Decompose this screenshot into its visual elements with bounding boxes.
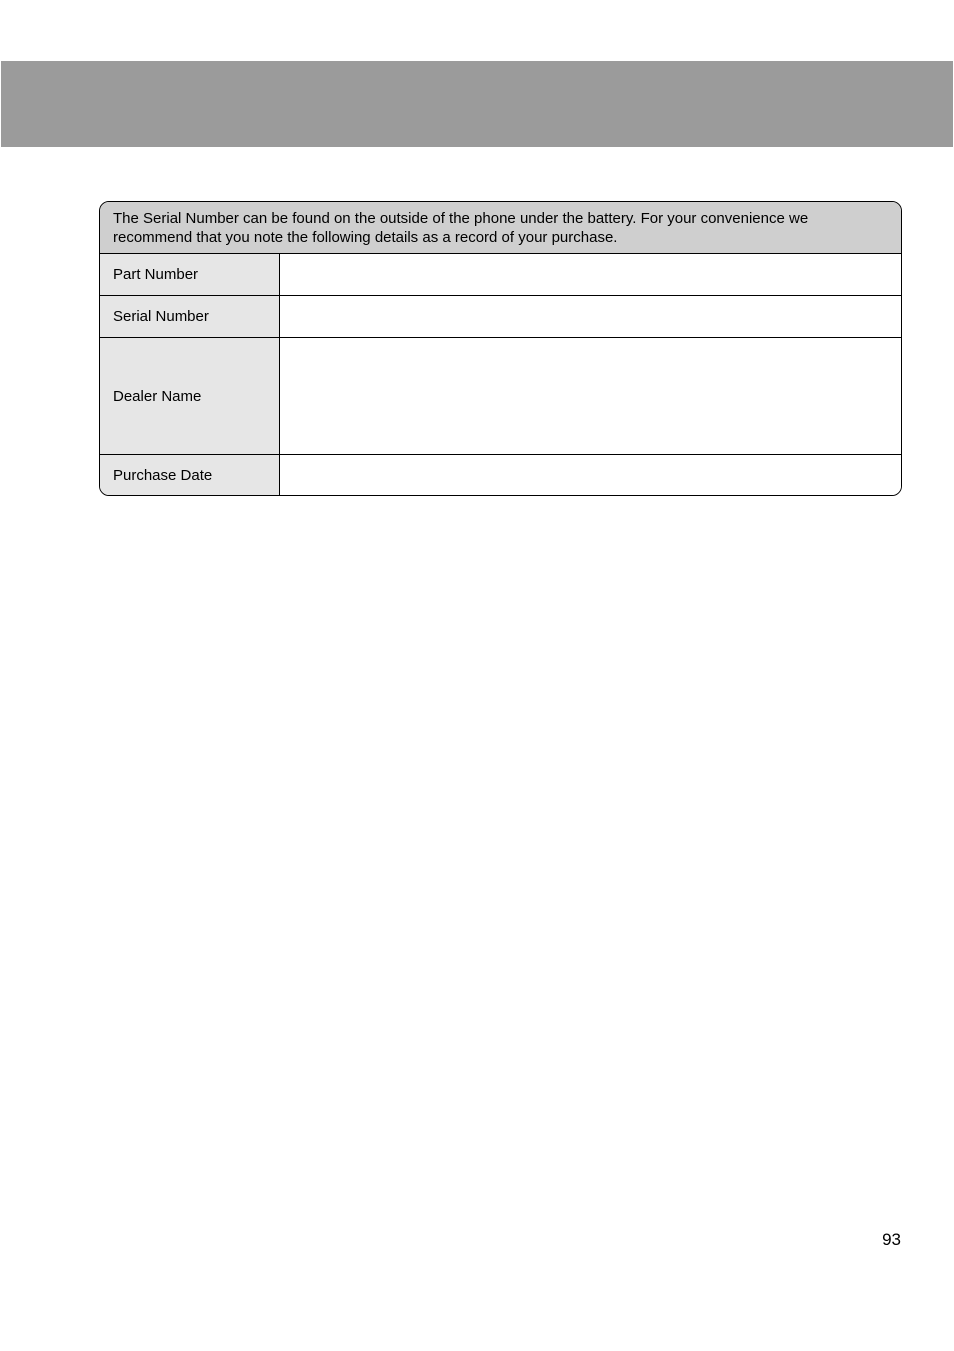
serial-number-label: Serial Number — [100, 296, 280, 337]
purchase-date-label: Purchase Date — [100, 455, 280, 496]
page-number: 93 — [882, 1230, 901, 1249]
dealer-name-value — [280, 338, 901, 454]
part-number-label: Part Number — [100, 254, 280, 295]
table-row-dealer-name — [100, 338, 901, 455]
table-row-serial-number — [100, 296, 901, 338]
dealer-name-label: Dealer Name — [100, 338, 280, 454]
table-row-purchase-date — [100, 455, 901, 496]
header-band — [1, 61, 953, 147]
serial-number-value — [280, 296, 901, 337]
table-row-part-number — [100, 254, 901, 296]
purchase-date-value — [280, 455, 901, 496]
part-number-value — [280, 254, 901, 295]
purchase-record-table — [99, 201, 902, 496]
intro-text: The Serial Number can be found on the outside of the phone under the battery. For your convenience we recommend that you note the following details as a record of your purchase. — [100, 202, 901, 254]
